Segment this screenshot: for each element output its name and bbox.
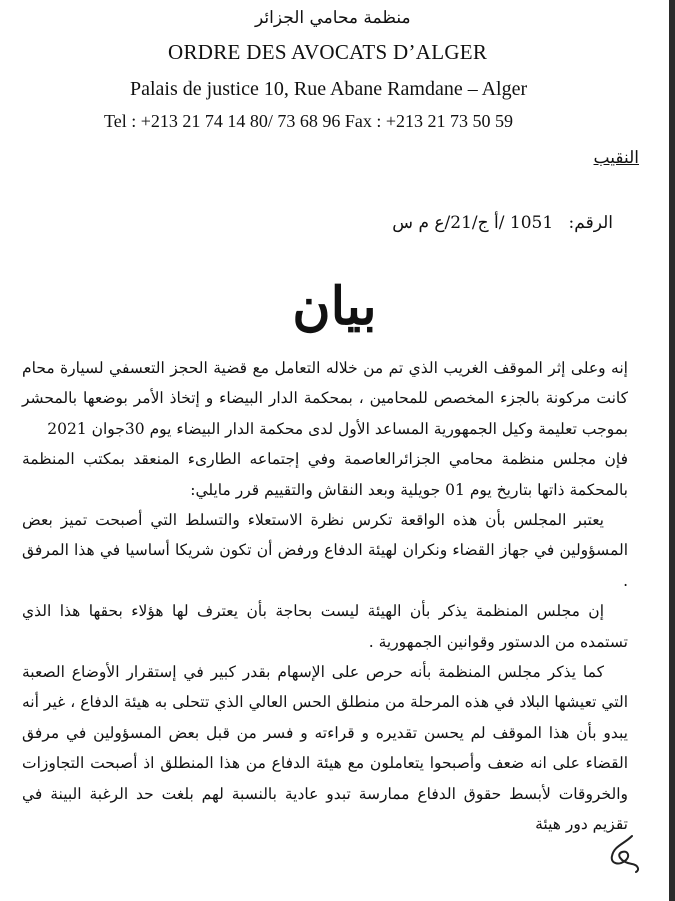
page-edge-strip: [669, 0, 675, 901]
reference-value: 1051 /أ ج/21/ع م س: [392, 213, 554, 233]
statement-body: [22, 353, 628, 840]
document-title: بيان: [292, 276, 377, 337]
paragraph: فإن مجلس منظمة محامي الجزائرالعاصمة وفي إجتماعه الطارىء المنعقد بمكتب المنظمة بالمحكمة ذاتها بتاريخ يوم 01 جويلية وبعد النقاش والتقييم قرر مايلي:: [22, 450, 628, 499]
org-name-french: ORDRE DES AVOCATS D’ALGER: [168, 40, 488, 64]
org-contacts: Tel : +213 21 74 14 80/ 73 68 96 Fax : +213 21 73 50 59: [104, 111, 514, 131]
reference-number: [392, 213, 613, 233]
reference-label: الرقم:: [568, 213, 613, 233]
paragraph: إن مجلس المنظمة يذكر بأن الهيئة ليست بحاجة بأن يعترف لها هؤلاء بحقها هذا الذي تستمده من الدستور وقوانين الجمهورية .: [22, 602, 628, 651]
org-name-arabic: منظمة محامي الجزائر: [255, 8, 411, 28]
paragraph: يعتبر المجلس بأن هذه الواقعة تكرس نظرة الاستعلاء والتسلط التي أصبحت تميز بعض المسؤولين في جهاز القضاء ونكران لهيئة الدفاع ورفض أن تكون شريكا أساسيا في هذا المرفق .: [22, 511, 628, 590]
paragraph: كما يذكر مجلس المنظمة بأنه حرص على الإسهام بقدر كبير في إستقرار الأوضاع الصعبة التي تعيشها البلاد في هذه المرحلة من منطلق الحس العالي الذي تتحلى به هيئة الدفاع ، غير أنه يبدو بأن هذا الموقف لم يحسن تقديره و قراءته و فسر من قبل بعض المسؤولين في مرفق القضاء على انه ضعف وأصبحوا يتعاملون مع هيئة الدفاع من هذا المنطلق اذ أصبحت التجاوزات والخروقات لأبسط حقوق الدفاع ممارسة تبدو عادية بالنسبة لهم بلغت حد الرغبة البينة في تقزيم دور هيئة: [22, 663, 628, 834]
paragraph: إنه وعلى إثر الموقف الغريب الذي تم من خلاله التعامل مع قضية الحجز التعسفي لسيارة محام كانت مركونة بالجزء المخصص للمحامين ، بمحكمة الدار البيضاء و إتخاذ الأمر بوضعها بالمحشر بموجب تعليمة وكيل الجمهورية المساعد الأول لدى محكمة الدار البيضاء يوم 30جوان 2021: [22, 359, 628, 438]
president-label: النقيب: [593, 148, 639, 168]
org-address: Palais de justice 10, Rue Abane Ramdane – Alger: [130, 78, 528, 100]
signature-mark: [602, 830, 644, 874]
